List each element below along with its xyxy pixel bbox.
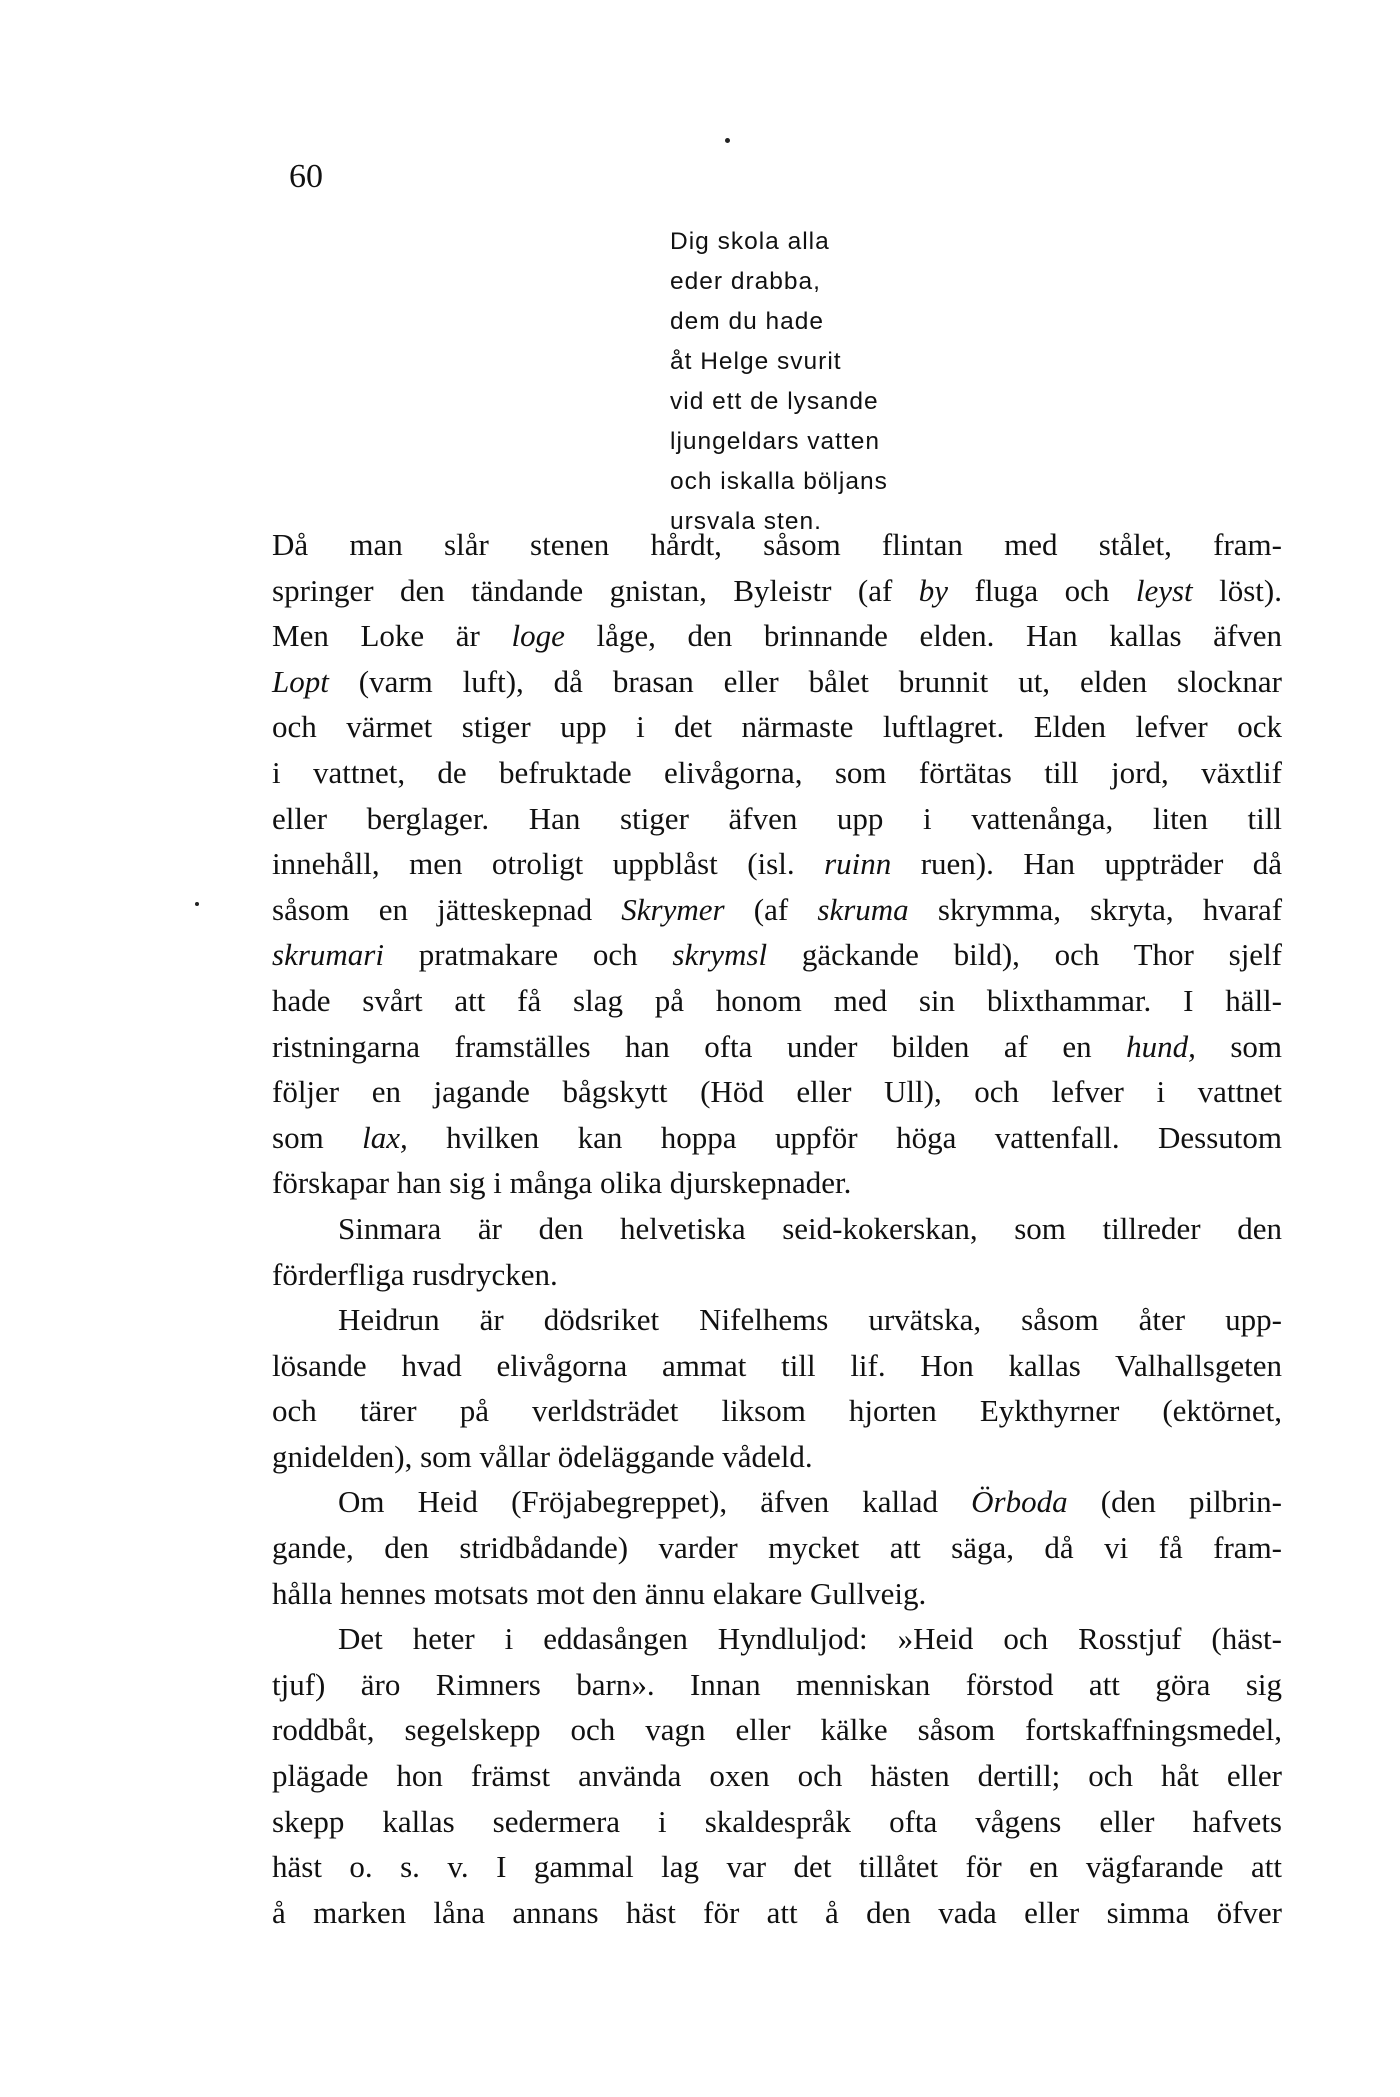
- text-line: [272, 1616, 1282, 1662]
- text-segment: innehåll, men otroligt uppblåst (isl.: [272, 846, 825, 882]
- text-line: [272, 1525, 1282, 1571]
- text-line: [272, 1707, 1282, 1753]
- text-line: [272, 1434, 1282, 1480]
- text-line: [272, 932, 1282, 978]
- text-line: [272, 659, 1282, 705]
- italic-term: lax,: [362, 1119, 408, 1155]
- text-segment: i vattnet, de befruktade elivågorna, som förtätas till jord, växtlif: [272, 754, 1282, 790]
- text-line: [272, 1343, 1282, 1389]
- text-segment: häst o. s. v. I gammal lag var det tillåtet för en vägfarande att: [272, 1849, 1282, 1885]
- text-segment: och värmet stiger upp i det närmaste luftlagret. Elden lefver ock: [272, 709, 1282, 745]
- text-segment: roddbåt, segelskepp och vagn eller kälke såsom fortskaffningsmedel,: [272, 1712, 1282, 1748]
- text-segment: Om Heid (Fröjabegreppet), äfven kallad: [338, 1484, 972, 1520]
- text-line: [272, 1571, 1282, 1617]
- text-segment: gäckande bild), och Thor sjelf: [767, 937, 1283, 973]
- text-line: [272, 1252, 1282, 1298]
- text-segment: (af: [724, 891, 818, 927]
- poem-line: åt Helge svurit: [670, 348, 842, 375]
- text-line: [272, 750, 1282, 796]
- text-line: [272, 1160, 1282, 1206]
- text-line: [272, 704, 1282, 750]
- text-line: [272, 522, 1282, 568]
- print-speck: [725, 138, 730, 143]
- text-line: [272, 1206, 1282, 1252]
- italic-term: skrumari: [272, 937, 384, 973]
- text-line: [272, 1115, 1282, 1161]
- text-line: [272, 978, 1282, 1024]
- poem-line: eder drabba,: [670, 268, 821, 295]
- italic-term: by: [918, 572, 949, 608]
- text-segment: lösande hvad elivågorna ammat till lif. Hon kallas Valhallsgeten: [272, 1347, 1282, 1383]
- text-segment: tjuf) äro Rimners barn». Innan menniskan förstod att göra sig: [272, 1666, 1282, 1702]
- italic-term: Skrymer: [621, 891, 725, 927]
- text-segment: springer den tändande gnistan, Byleistr (af: [272, 572, 919, 608]
- text-segment: såsom en jätteskepnad: [272, 891, 622, 927]
- italic-term: leyst: [1135, 572, 1193, 608]
- text-segment: följer en jagande bågskytt (Höd eller Ull), och lefver i vattnet: [272, 1074, 1282, 1110]
- text-segment: Då man slår stenen hårdt, såsom flintan med stålet, fram-: [272, 527, 1282, 562]
- text-segment: pratmakare och: [383, 937, 673, 973]
- poem-line: ursvala sten.: [670, 508, 822, 535]
- text-segment: ristningarna framställes han ofta under bilden af en: [272, 1028, 1127, 1064]
- poem-excerpt: [670, 222, 888, 542]
- text-segment: å marken låna annans häst för att å den vada eller simma öfver: [272, 1894, 1282, 1930]
- page-number: 60: [289, 158, 323, 195]
- text-line: [272, 568, 1282, 614]
- text-segment: löst).: [1192, 572, 1282, 608]
- text-segment: låge, den brinnande elden. Han kallas äfven: [564, 618, 1282, 654]
- body-text: [272, 522, 1282, 1935]
- italic-term: ruinn: [824, 846, 892, 882]
- text-segment: gande, den stridbådande) varder mycket att säga, då vi få fram-: [272, 1530, 1282, 1566]
- text-line: [272, 1662, 1282, 1708]
- text-segment: hålla hennes motsats mot den ännu elakare Gullveig.: [272, 1575, 927, 1611]
- text-line: [272, 613, 1282, 659]
- text-segment: gnidelden), som vållar ödeläggande vådeld.: [272, 1438, 813, 1474]
- poem-line: dem du hade: [670, 308, 825, 335]
- print-speck: [195, 902, 199, 906]
- text-segment: (den pilbrin-: [1067, 1484, 1282, 1520]
- italic-term: skruma: [817, 891, 909, 927]
- text-segment: förskapar han sig i många olika djurskepnader.: [272, 1165, 852, 1201]
- text-line: [272, 1890, 1282, 1936]
- italic-term: loge: [511, 618, 565, 654]
- text-segment: fluga och: [948, 572, 1136, 608]
- text-segment: eller berglager. Han stiger äfven upp i vattenånga, liten till: [272, 800, 1282, 836]
- poem-line: vid ett de lysande: [670, 388, 879, 415]
- italic-term: hund,: [1126, 1028, 1196, 1064]
- text-segment: Men Loke är: [272, 618, 512, 654]
- text-segment: Sinmara är den helvetiska seid-kokerskan, som tillreder den: [338, 1210, 1282, 1246]
- text-line: [272, 1753, 1282, 1799]
- poem-line: och iskalla böljans: [670, 468, 888, 495]
- text-segment: skepp kallas sedermera i skaldespråk ofta vågens eller hafvets: [272, 1803, 1282, 1839]
- text-segment: hvilken kan hoppa uppför höga vattenfall. Dessutom: [407, 1119, 1282, 1155]
- text-segment: skrymma, skryta, hvaraf: [908, 891, 1283, 927]
- text-line: [272, 796, 1282, 842]
- italic-term: skrymsl: [672, 937, 768, 973]
- italic-term: Lopt: [272, 663, 329, 699]
- poem-line: ljungeldars vatten: [670, 428, 881, 455]
- text-segment: Det heter i eddasången Hyndluljod: »Heid och Rosstjuf (häst-: [338, 1621, 1282, 1657]
- italic-term: Örboda: [971, 1484, 1068, 1520]
- text-segment: som: [1195, 1028, 1282, 1064]
- text-line: [272, 1388, 1282, 1434]
- text-segment: ruen). Han uppträder då: [891, 846, 1282, 882]
- text-line: [272, 841, 1282, 887]
- text-segment: (varm luft), då brasan eller bålet brunnit ut, elden slocknar: [328, 663, 1282, 699]
- text-line: [272, 1024, 1282, 1070]
- text-segment: förderfliga rusdrycken.: [272, 1256, 558, 1292]
- text-line: [272, 887, 1282, 933]
- text-line: [272, 1297, 1282, 1343]
- text-segment: som: [272, 1119, 363, 1155]
- poem-line: Dig skola alla: [670, 228, 830, 255]
- text-line: [272, 1069, 1282, 1115]
- text-line: [272, 1799, 1282, 1845]
- text-segment: hade svårt att få slag på honom med sin blixthammar. I häll-: [272, 982, 1282, 1018]
- text-segment: Heidrun är dödsriket Nifelhems urvätska, såsom åter upp-: [338, 1302, 1282, 1338]
- text-segment: plägade hon främst använda oxen och hästen dertill; och håt eller: [272, 1758, 1282, 1794]
- text-line: [272, 1479, 1282, 1525]
- text-segment: och tärer på verldsträdet liksom hjorten Eykthyrner (ektörnet,: [272, 1393, 1282, 1429]
- text-line: [272, 1844, 1282, 1890]
